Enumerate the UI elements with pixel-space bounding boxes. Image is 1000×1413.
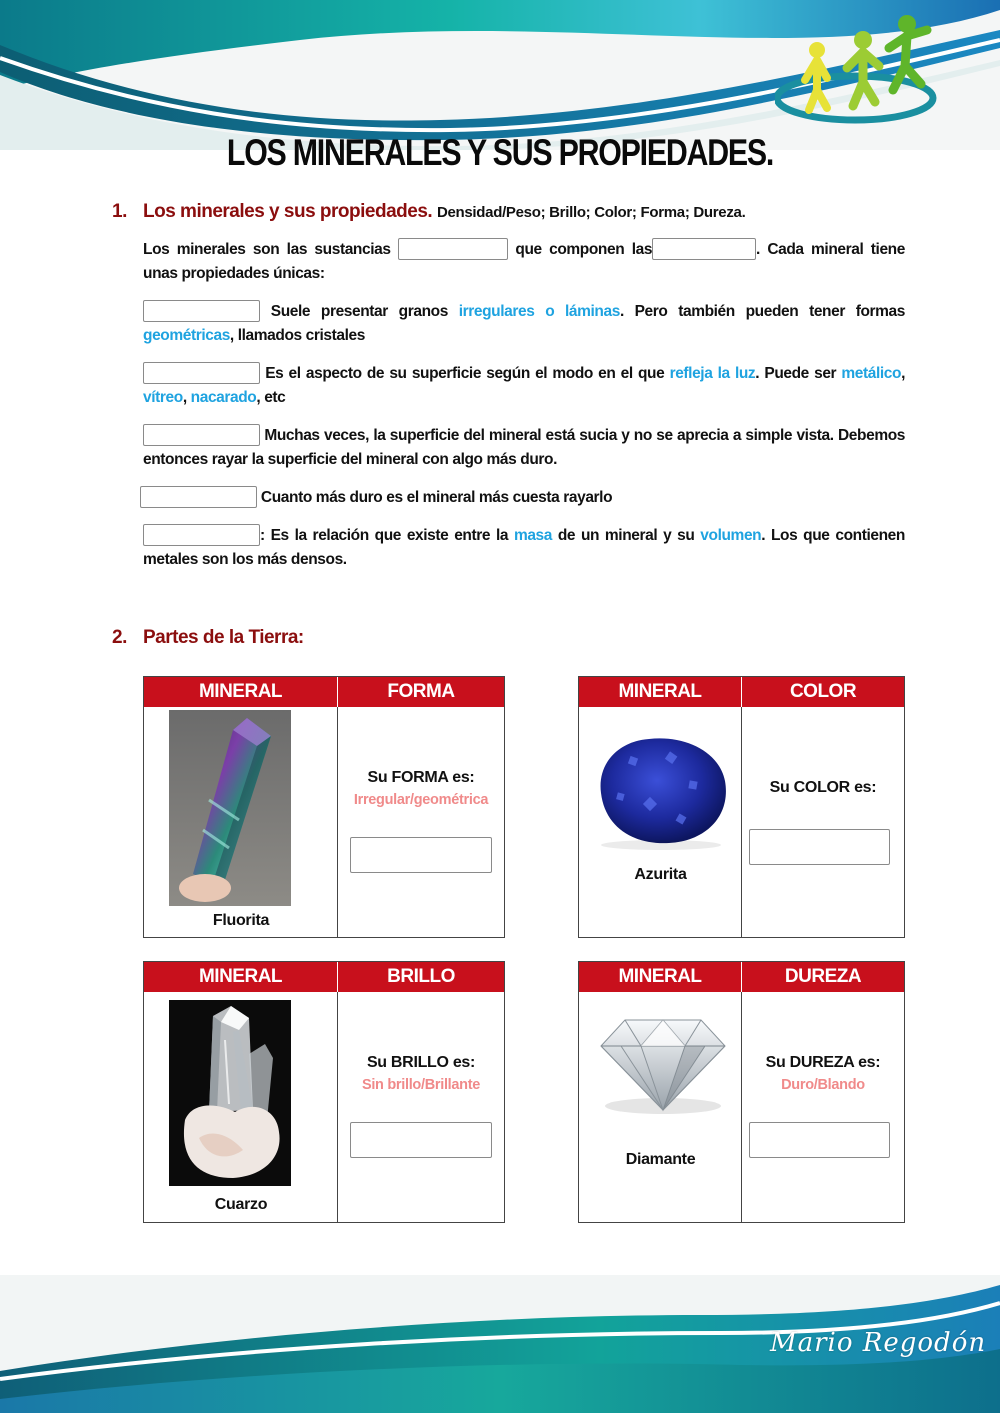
- forma-highlight-1: irregulares o láminas: [458, 303, 620, 320]
- mineral-name-fluorita: Fluorita: [212, 912, 270, 929]
- fluorita-crystal-image: [169, 710, 291, 906]
- card-forma-header: [144, 677, 504, 707]
- intro-text-1: Los minerales son las sustancias: [143, 241, 391, 258]
- brillo-answer-input[interactable]: [350, 1122, 492, 1158]
- card-color-col-property: COLOR: [789, 681, 857, 702]
- densidad-text-1: : Es la relación que existe entre la: [260, 527, 509, 544]
- brillo-highlight-4: nacarado: [190, 389, 257, 406]
- forma-highlight-2: geométricas: [143, 327, 230, 344]
- dureza-answer-input[interactable]: [749, 1122, 890, 1158]
- card-brillo-header: [144, 962, 504, 992]
- section-2-number: 2.: [112, 627, 127, 648]
- forma-text-2: . Pero también pueden tener formas: [619, 303, 906, 320]
- card-brillo-col-property: BRILLO: [387, 966, 455, 987]
- cuarzo-crystal-image: [169, 1000, 291, 1186]
- card-dureza-col-property: DUREZA: [784, 966, 862, 987]
- section-1-heading: [112, 201, 745, 223]
- card-forma-col-mineral: MINERAL: [144, 677, 338, 707]
- card-dureza-col-mineral: MINERAL: [579, 962, 742, 992]
- diamante-gem-image: [593, 1002, 733, 1122]
- card-brillo-hint: Sin brillo/Brillante: [361, 1077, 481, 1093]
- card-forma-col-property: FORMA: [387, 681, 455, 702]
- brillo-comma-2: ,: [182, 389, 187, 406]
- forma-text-1: Suele presentar granos: [270, 303, 448, 320]
- color-text-1: Muchas veces, la superficie del mineral está sucia y no se aprecia a simple vista. Debemos entonces rayar la superficie del mineral con algo más duro.: [143, 427, 905, 468]
- card-brillo-divider: [337, 992, 338, 1222]
- densidad-text-2: de un mineral y su: [557, 527, 695, 544]
- section-2-heading: [112, 627, 304, 649]
- azurita-mineral-image: [589, 723, 733, 853]
- blank-rocas-input[interactable]: [652, 238, 756, 260]
- card-dureza-divider: [741, 992, 742, 1222]
- card-dureza: [578, 961, 905, 1223]
- card-forma: [143, 676, 505, 938]
- densidad-paragraph: [143, 524, 905, 572]
- dureza-text-1: Cuanto más duro es el mineral más cuesta rayarlo: [260, 489, 613, 506]
- densidad-text-3: . Los que contienen metales son los más densos.: [143, 527, 905, 568]
- card-brillo-col-mineral: MINERAL: [144, 962, 338, 992]
- card-brillo: [143, 961, 505, 1223]
- brillo-text-3: , etc: [256, 389, 286, 406]
- forma-answer-input[interactable]: [350, 837, 492, 873]
- blank-densidad-input[interactable]: [143, 524, 260, 546]
- card-dureza-hint: Duro/Blando: [781, 1077, 865, 1093]
- densidad-highlight-2: volumen: [700, 527, 762, 544]
- intro-text-2: que componen las: [515, 241, 653, 258]
- logo-people-icon: [775, 10, 940, 125]
- card-dureza-label: Su DUREZA es:: [765, 1054, 881, 1071]
- blank-dureza-input[interactable]: [140, 486, 257, 508]
- densidad-highlight-1: masa: [513, 527, 552, 544]
- card-color-header: [579, 677, 904, 707]
- blank-forma-input[interactable]: [143, 300, 260, 322]
- card-color: [578, 676, 905, 938]
- mineral-name-cuarzo: Cuarzo: [214, 1196, 268, 1213]
- card-brillo-label: Su BRILLO es:: [366, 1054, 476, 1071]
- section-2-title: Partes de la Tierra:: [143, 627, 304, 648]
- blank-sustancias-input[interactable]: [398, 238, 508, 260]
- card-dureza-header: [579, 962, 904, 992]
- section-1-title: Los minerales y sus propiedades.: [143, 201, 433, 222]
- brillo-text-2: . Puede ser: [755, 365, 837, 382]
- blank-color-input[interactable]: [143, 424, 260, 446]
- brillo-highlight-1: refleja la luz: [669, 365, 756, 382]
- blank-brillo-input[interactable]: [143, 362, 260, 384]
- author-signature: Mario Regodón: [770, 1328, 987, 1358]
- mineral-name-azurita: Azurita: [634, 866, 687, 883]
- brillo-comma-1: ,: [901, 365, 905, 382]
- card-forma-divider: [337, 707, 338, 937]
- card-forma-hint: Irregular/geométrica: [353, 792, 489, 808]
- intro-paragraph: [143, 238, 905, 286]
- color-paragraph: [143, 424, 905, 472]
- section-1-properties-list: Densidad/Peso; Brillo; Color; Forma; Dureza.: [436, 204, 746, 221]
- brillo-highlight-2: metálico: [841, 365, 902, 382]
- intro-text-3: . Cada mineral tiene unas propiedades únicas:: [143, 241, 905, 282]
- section-1-number: 1.: [112, 201, 127, 222]
- brillo-text-1: Es el aspecto de su superficie según el modo en el que: [265, 365, 665, 382]
- brillo-paragraph: [143, 362, 905, 410]
- card-color-col-mineral: MINERAL: [579, 677, 742, 707]
- forma-paragraph: [143, 300, 905, 348]
- card-forma-label: Su FORMA es:: [367, 769, 475, 786]
- forma-text-3: , llamados cristales: [229, 327, 365, 344]
- brillo-highlight-3: vítreo: [143, 389, 183, 406]
- card-color-divider: [741, 707, 742, 937]
- mineral-name-diamante: Diamante: [625, 1151, 696, 1168]
- color-answer-input[interactable]: [749, 829, 890, 865]
- page-title: LOS MINERALES Y SUS PROPIEDADES.: [226, 132, 774, 173]
- card-color-label: Su COLOR es:: [769, 779, 877, 796]
- dureza-paragraph: [140, 486, 902, 510]
